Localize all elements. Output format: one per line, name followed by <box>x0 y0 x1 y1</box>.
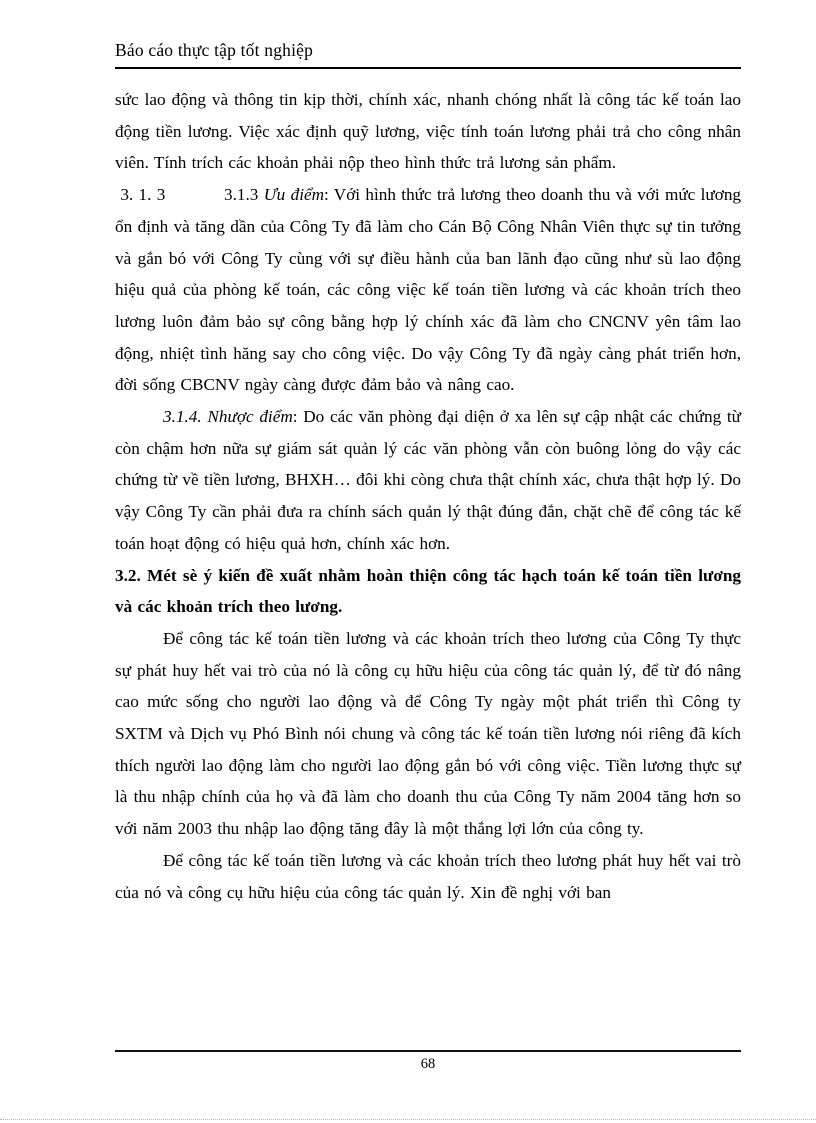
page-number: 68 <box>420 1056 436 1072</box>
page-footer <box>115 1050 741 1073</box>
text-run: 3.1.4. <box>163 407 208 427</box>
text-run: : Do các văn phòng đại diện ở xa lên sự cập nhật các chứng từ còn chậm hơn nữa sự giám sát quản lý các văn phòng vẫn còn buông lỏng do vậy các chứng từ về tiền lương, BHXH… đôi khi còng chưa thật chính xác, chưa thật hợp lý. Do vậy Công Ty cần phải đưa ra chính sách quản lý thật đúng đắn, chặt chẽ để công tác kế toán hoạt động có hiệu quả hơn, chính xác hơn. <box>115 407 741 553</box>
paragraph-uu-diem <box>115 179 741 401</box>
header-title: Báo cáo thực tập tốt nghiệp <box>115 40 314 60</box>
text-run: Để công tác kế toán tiền lương và các khoản trích theo lương của Công Ty thực sự phát huy hết vai trò của nó là công cụ hữu hiệu của công tác quản lý, để từ đó nâng cao mức sống cho người lao động và để Công Ty ngày một phát triển thì Công ty SXTM và Dịch vụ Phó Bình nói chung và công tác kế toán tiền lương nói riêng đã kích thích người lao động làm cho người lao động gắn bó với công việc. Tiền lương thực sự là thu nhập chính của họ và đã làm cho doanh thu của Công Ty năm 2004 tăng hơn so với năm 2003 thu nhập lao động tăng đây là một thắng lợi lớn của công ty. <box>115 628 741 839</box>
text-run: Ưu điểm <box>263 185 325 205</box>
page-bottom-divider <box>0 1119 816 1120</box>
text-run: Nhược điểm <box>207 407 293 427</box>
paragraph-de-xuat-2 <box>115 845 741 908</box>
paragraph-continuation <box>115 84 741 179</box>
text-run: sức lao động và thông tin kịp thời, chính xác, nhanh chóng nhất là công tác kế toán lao động tiền lương. Việc xác định quỹ lương, việc tính toán lương phải trả cho công nhân viên. Tính trích các khoản phải nộp theo hình thức trả lương sản phẩm. <box>115 90 741 173</box>
text-run: : Với hình thức trả lương theo doanh thu và với mức lương ổn định và tăng dần của Công Ty đã làm cho Cán Bộ Công Nhân Viên thực sự tin tưởng và gắn bó với Công Ty cùng với sự điều hành của ban lãnh đạo cũng như sù lao động hiệu quả của phòng kế toán, các công việc kế toán tiền lương và các khoản trích theo lương luôn đảm bảo sự công bằng hợp lý chính xác đã làm cho CNCNV yên tâm lao động, nhiệt tình hăng say cho công việc. Do vậy Công Ty đã ngày càng phát triển hơn, đời sống CBCNV ngày càng được đảm bảo và nâng cao. <box>115 185 742 395</box>
paragraph-de-xuat-1 <box>115 623 741 845</box>
text-run: 3. 1. 3 3.1.3 <box>115 185 264 205</box>
text-run: 3.2. Mét sè ý kiến đề xuất nhằm hoàn thiện công tác hạch toán kế toán tiền lương và các khoản trích theo lương. <box>115 565 741 617</box>
paragraph-nhuoc-diem <box>115 401 741 560</box>
page-header <box>115 40 741 69</box>
text-run: Để công tác kế toán tiền lương và các khoản trích theo lương phát huy hết vai trò của nó và công cụ hữu hiệu của công tác quản lý. Xin đề nghị với ban <box>115 850 741 902</box>
document-body <box>115 84 741 908</box>
heading-3-2 <box>115 560 741 623</box>
